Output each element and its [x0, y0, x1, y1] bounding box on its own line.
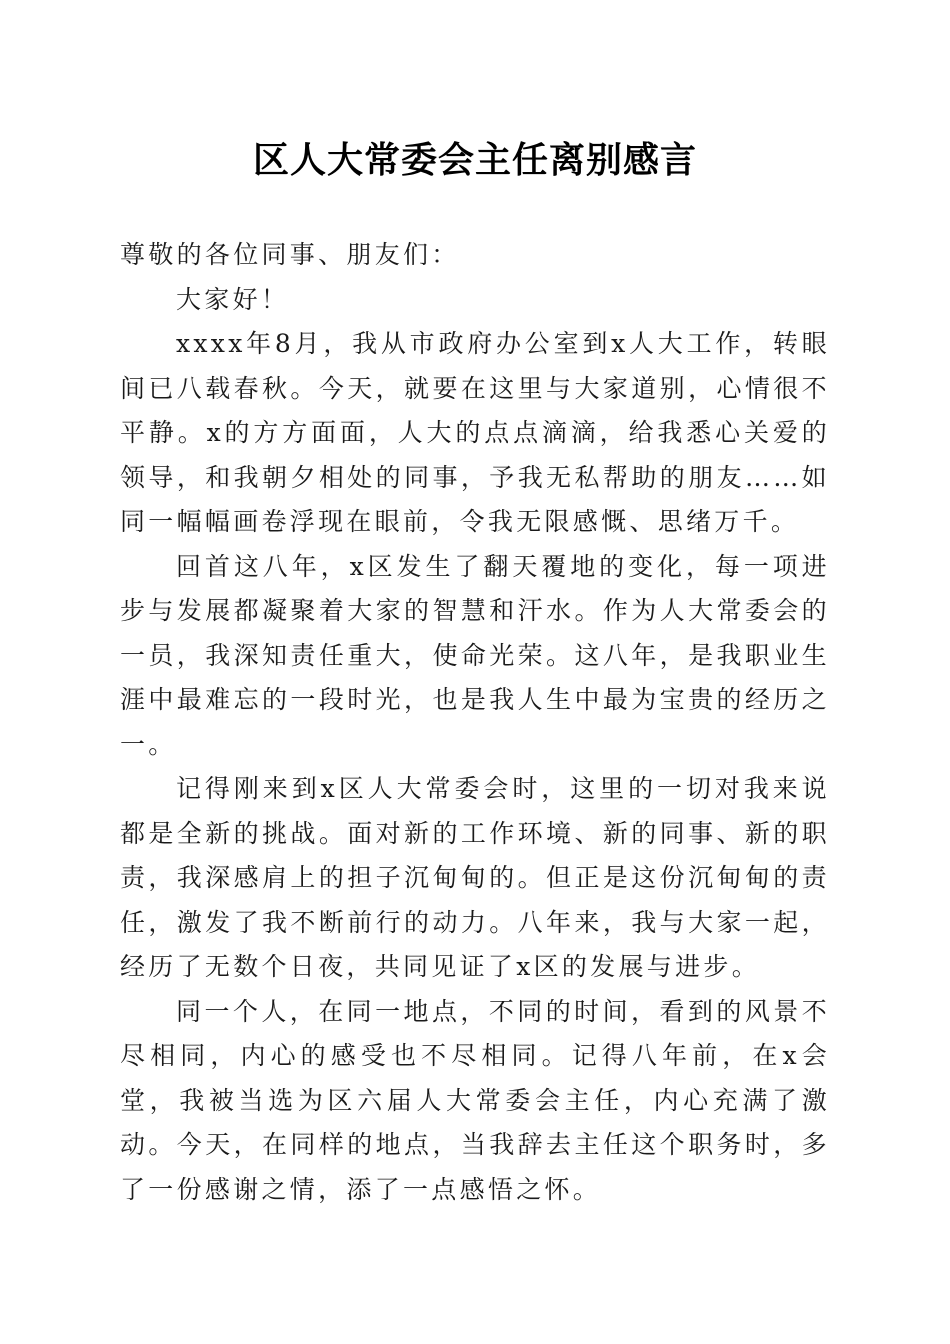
document-title: 区人大常委会主任离别感言	[252, 139, 697, 181]
paragraph: xxxx年8月，我从市政府办公室到x人大工作，转眼间已八载春秋。今天，就要在这里与大家道别，心情很不平静。x的方方面面，人大的点点滴滴，给我悉心关爱的领导，和我朝夕相处的同事，予我无私帮助的朋友……如同一幅幅画卷浮现在眼前，令我无限感慨、思绪万千。	[120, 329, 830, 536]
salutation: 尊敬的各位同事、朋友们：	[120, 240, 460, 269]
paragraph-greeting: 大家好！	[176, 284, 290, 314]
paragraph: 回首这八年，x区发生了翻天覆地的变化，每一项进步与发展都凝聚着大家的智慧和汗水。作为人大常委会的一员，我深知责任重大，使命光荣。这八年，是我职业生涯中最难忘的一段时光，也是我人生中最为宝贵的经历之一。	[120, 551, 830, 759]
paragraph: 记得刚来到x区人大常委会时，这里的一切对我来说都是全新的挑战。面对新的工作环境、新的同事、新的职责，我深感肩上的担子沉甸甸的。但正是这份沉甸甸的责任，激发了我不断前行的动力。八年来，我与大家一起，经历了无数个日夜，共同见证了x区的发展与进步。	[120, 774, 830, 981]
document-body	[120, 233, 830, 1212]
paragraph: 同一个人，在同一地点，不同的时间，看到的风景不尽相同，内心的感受也不尽相同。记得八年前，在x会堂，我被当选为区六届人大常委会主任，内心充满了激动。今天，在同样的地点，当我辞去主任这个职务时，多了一份感谢之情，添了一点感悟之怀。	[120, 996, 830, 1204]
